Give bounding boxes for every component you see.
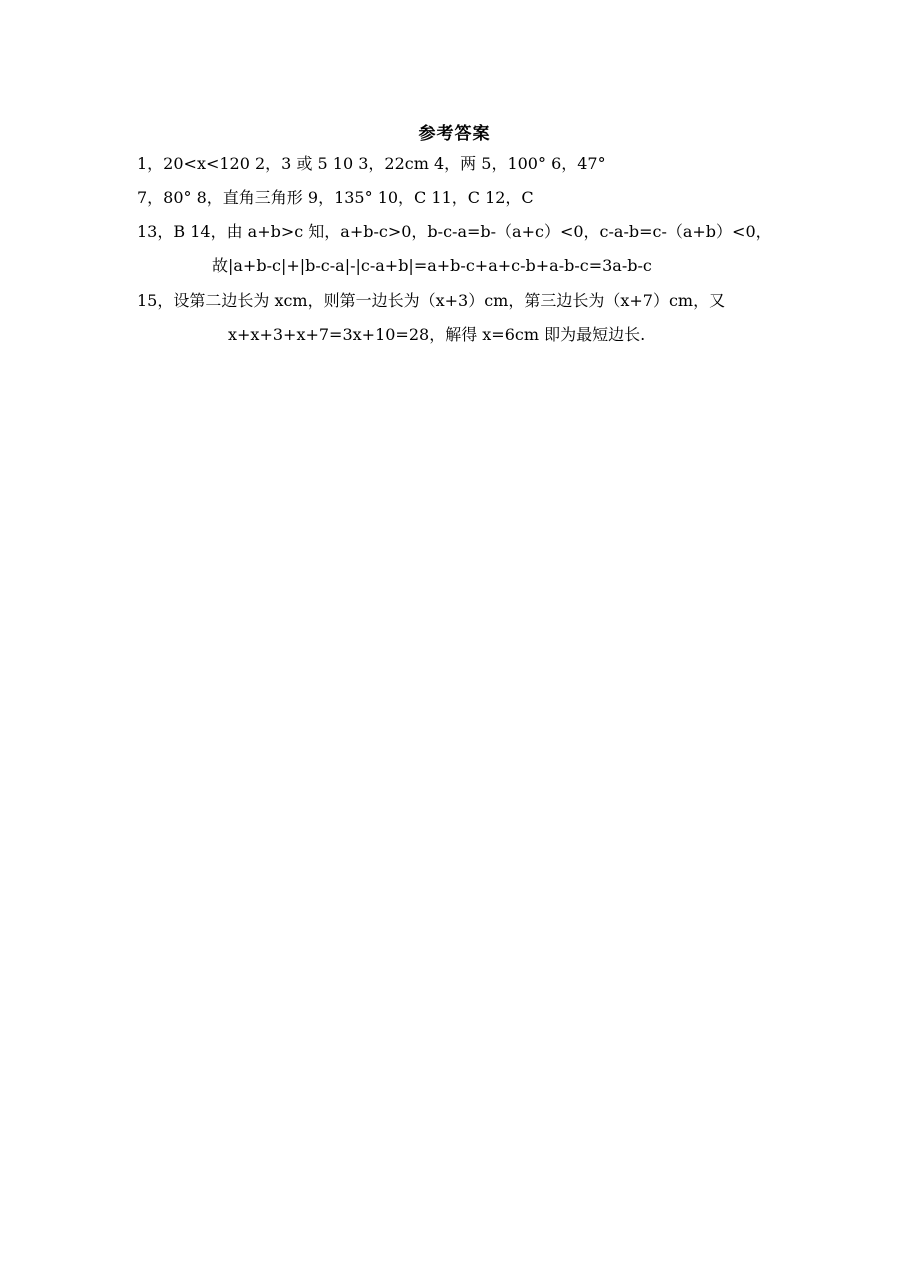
answer-line-4: 故|a+b-c|+|b-c-a|-|c-a+b|=a+b-c+a+c-b+a-b-c=3a-b-c xyxy=(212,256,652,275)
answer-line-6: x+x+3+x+7=3x+10=28，解得 x=6cm 即为最短边长. xyxy=(228,325,646,344)
document-title: 参考答案 xyxy=(418,124,491,144)
answer-line-1: 1，20<x<120 2，3 或 5 10 3，22cm 4，两 5，100° 6，47° xyxy=(137,154,606,173)
answer-line-2: 7，80° 8，直角三角形 9，135° 10，C 11，C 12，C xyxy=(137,188,534,207)
answer-line-3: 13，B 14，由 a+b>c 知，a+b-c>0，b-c-a=b-（a+c）<0，c-a-b=c-（a+b）<0， xyxy=(137,222,772,241)
answer-line-5: 15，设第二边长为 xcm，则第一边长为（x+3）cm，第三边长为（x+7）cm，又 xyxy=(137,291,726,310)
